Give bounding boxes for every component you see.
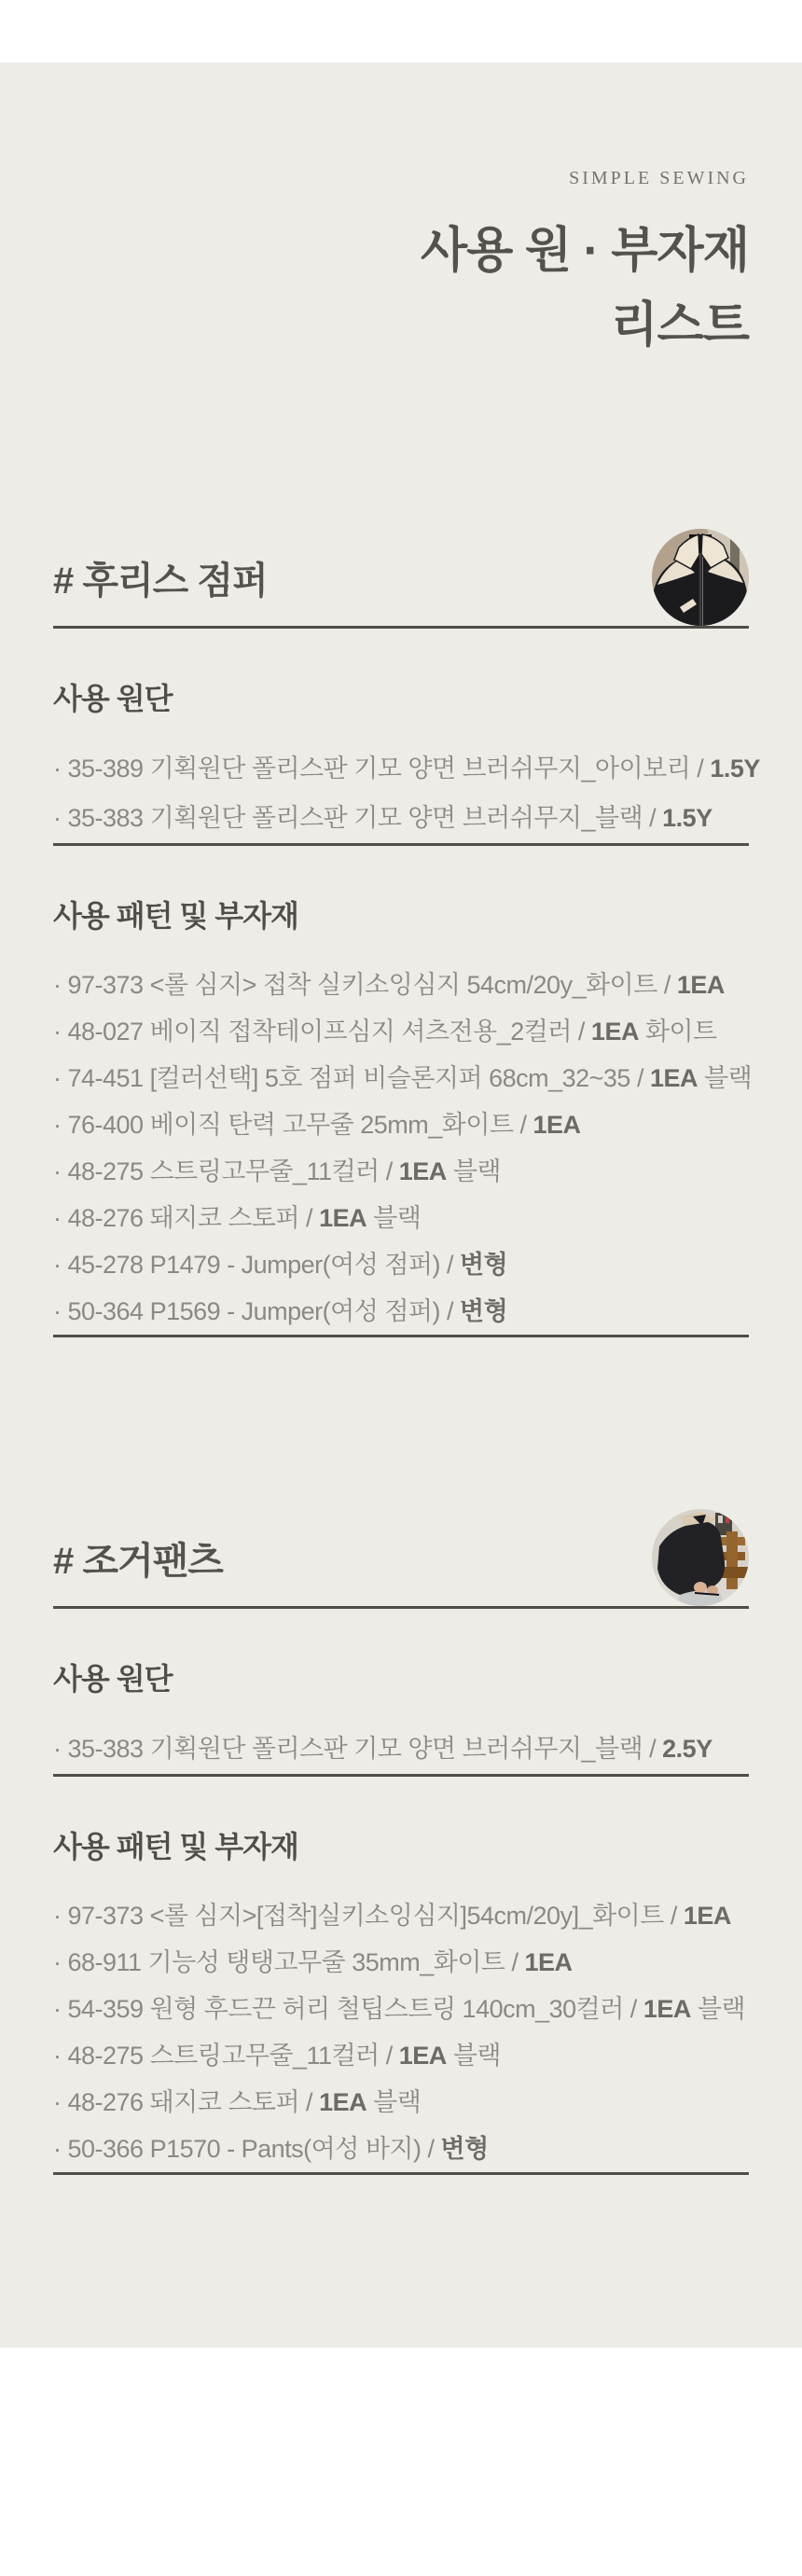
- page-title: [53, 214, 749, 363]
- list-item: [53, 1892, 749, 1939]
- item-quantity: 1EA: [319, 2088, 367, 2117]
- list-item: [53, 1724, 749, 1774]
- item-text: · 48-276 돼지코 스토퍼 /: [53, 2088, 320, 2117]
- list-item: [53, 1008, 749, 1055]
- item-suffix: 블랙: [446, 1157, 501, 1186]
- item-quantity: 변형: [459, 1297, 508, 1326]
- item-text: · 50-366 P1570 - Pants(여성 바지) /: [53, 2135, 441, 2164]
- item-quantity: 1EA: [398, 2042, 447, 2070]
- list-item: [53, 1986, 749, 2032]
- item-quantity: 1EA: [524, 1948, 573, 1977]
- section-jumper-heading: # 후리스 점퍼: [53, 560, 268, 602]
- item-text: · 76-400 베이직 탄력 고무줄 25mm_화이트 /: [53, 1111, 533, 1140]
- item-quantity: 변형: [459, 1251, 508, 1280]
- pattern-item-list: [53, 962, 753, 1335]
- item-quantity: 2.5Y: [662, 1735, 712, 1764]
- list-item: [53, 1939, 749, 1986]
- list-item: [53, 1148, 749, 1195]
- item-text: · 35-389 기획원단 폴리스판 기모 양면 브러쉬무지_아이보리 /: [53, 755, 711, 783]
- fabric-item-list: [53, 744, 760, 843]
- item-text: · 35-383 기획원단 폴리스판 기모 양면 브러쉬무지_블랙 /: [53, 804, 663, 833]
- item-text: · 97-373 <롤 심지> 접착 실키소잉심지 54cm/20y_화이트 /: [53, 971, 677, 1000]
- item-text: · 54-359 원형 후드끈 허리 철팁스트링 140cm_30컬러 /: [53, 1995, 643, 2024]
- list-item: [53, 1055, 753, 1101]
- item-text: · 45-278 P1479 - Jumper(여성 점퍼) /: [53, 1251, 460, 1280]
- item-suffix: 화이트: [638, 1018, 717, 1046]
- item-quantity: 1EA: [649, 1064, 698, 1093]
- item-quantity: 1EA: [643, 1995, 691, 2024]
- jogger-pants-illustration: [652, 1509, 749, 1606]
- item-quantity: 1EA: [683, 1902, 731, 1931]
- list-item: [53, 2079, 749, 2126]
- divider: [53, 843, 749, 846]
- fleece-jumper-photo: [652, 529, 749, 626]
- jogger-pants-photo: [652, 1509, 749, 1606]
- list-item: [53, 2032, 749, 2079]
- pattern-subheading: 사용 패턴 및 부자재: [53, 1830, 298, 1864]
- pattern-subheading: 사용 패턴 및 부자재: [53, 899, 298, 934]
- section-pants-heading: # 조거팬츠: [53, 1540, 223, 1582]
- item-text: · 48-275 스트링고무줄_11컬러 /: [53, 1157, 399, 1186]
- item-quantity: 1EA: [319, 1204, 367, 1233]
- item-text: · 68-911 기능성 탱탱고무줄 35mm_화이트 /: [53, 1948, 525, 1977]
- item-quantity: 1EA: [532, 1111, 581, 1140]
- list-item: [53, 744, 760, 794]
- section-pants-header: [53, 1509, 749, 1606]
- list-item: [53, 794, 749, 843]
- fabric-item-list: [53, 1724, 749, 1774]
- item-text: · 35-383 기획원단 폴리스판 기모 양면 브러쉬무지_블랙 /: [53, 1735, 663, 1764]
- list-item: [53, 1288, 749, 1335]
- fabric-subheading: 사용 원단: [53, 682, 173, 716]
- item-quantity: 1EA: [676, 971, 725, 1000]
- list-item: [53, 2126, 749, 2172]
- list-item: [53, 1195, 749, 1241]
- fleece-jumper-illustration: [652, 529, 749, 626]
- item-text: · 48-276 돼지코 스토퍼 /: [53, 1204, 320, 1233]
- pattern-item-list: [53, 1892, 749, 2172]
- item-suffix: 블랙: [690, 1995, 746, 2024]
- item-quantity: 변형: [440, 2135, 489, 2164]
- item-suffix: 블랙: [446, 2042, 501, 2070]
- item-quantity: 1.5Y: [662, 804, 712, 833]
- item-suffix: 블랙: [697, 1064, 753, 1093]
- item-quantity: 1.5Y: [710, 755, 760, 783]
- page-title-line1: 사용 원 · 부자재: [420, 224, 749, 278]
- list-item: [53, 1101, 749, 1148]
- divider: [53, 1606, 749, 1609]
- divider: [53, 1335, 749, 1337]
- item-suffix: 블랙: [366, 2088, 422, 2117]
- divider: [53, 1774, 749, 1777]
- list-item: [53, 962, 749, 1008]
- item-suffix: 블랙: [366, 1204, 422, 1233]
- page-title-line2: 리스트: [611, 298, 749, 353]
- section-jumper-header: [53, 529, 749, 626]
- brand-label: SIMPLE SEWING: [569, 168, 749, 188]
- list-item: [53, 1241, 749, 1288]
- item-text: · 50-364 P1569 - Jumper(여성 점퍼) /: [53, 1297, 460, 1326]
- item-text: · 48-275 스트링고무줄_11컬러 /: [53, 2042, 399, 2070]
- item-quantity: 1EA: [398, 1157, 447, 1186]
- item-text: · 74-451 [컬러선택] 5호 점퍼 비슬론지퍼 68cm_32~35 /: [53, 1064, 650, 1093]
- item-text: · 97-373 <롤 심지>[접착]실키소잉심지]54cm/20y]_화이트 /: [53, 1902, 684, 1931]
- fabric-subheading: 사용 원단: [53, 1662, 173, 1697]
- divider: [53, 626, 749, 629]
- divider: [53, 2172, 749, 2175]
- item-quantity: 1EA: [590, 1018, 639, 1046]
- item-text: · 48-027 베이직 접착테이프심지 셔츠전용_2컬러 /: [53, 1018, 591, 1046]
- material-list-sheet: [0, 62, 802, 2347]
